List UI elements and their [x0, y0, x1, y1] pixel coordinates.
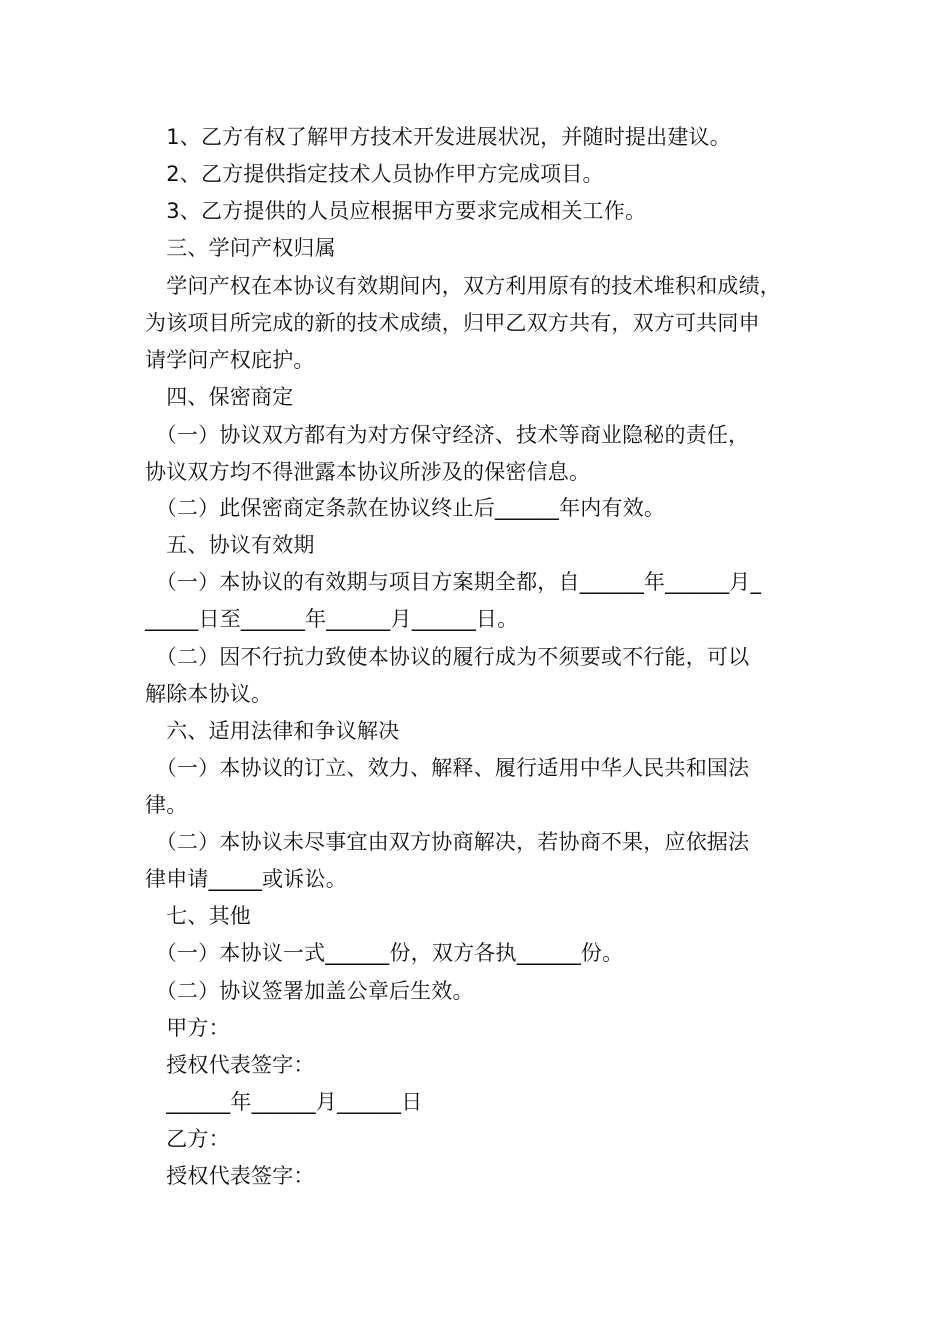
- clause-b-item-1: 1、乙方有权了解甲方技术开发进展状况，并随时提出建议。: [145, 125, 731, 149]
- signing-date: ______年______月______日: [145, 1090, 423, 1114]
- clause-b-item-2: 2、乙方提供指定技术人员协作甲方完成项目。: [145, 162, 604, 186]
- section-6-item-2-line-2: 律申请_____或诉讼。: [145, 867, 347, 891]
- section-4-item-1-line-2: 协议双方均不得泄露本协议所涉及的保密信息。: [145, 460, 591, 484]
- section-4-item-2: （二）此保密商定条款在协议终止后______年内有效。: [145, 496, 666, 520]
- section-4-item-1-line-1: （一）协议双方都有为对方保守经济、技术等商业隐秘的责任，: [145, 423, 750, 447]
- section-6-item-1-line-2: 律。: [145, 793, 188, 817]
- section-3-body-line-1: 学问产权在本协议有效期间内，双方利用原有的技术堆积和成绩，: [145, 274, 781, 298]
- section-7-heading: 七、其他: [145, 904, 251, 928]
- party-b-label: 乙方：: [145, 1127, 230, 1151]
- section-3-heading: 三、学问产权归属: [145, 236, 336, 260]
- section-6-heading: 六、适用法律和争议解决: [145, 719, 400, 743]
- section-5-item-1-line-2: _____日至______年______月______日。: [145, 607, 519, 631]
- section-5-heading: 五、协议有效期: [145, 533, 315, 557]
- party-a-label: 甲方：: [145, 1016, 230, 1040]
- section-3-body-line-3: 请学问产权庇护。: [145, 348, 315, 372]
- clause-b-item-3: 3、乙方提供的人员应根据甲方要求完成相关工作。: [145, 199, 647, 223]
- section-5-item-2-line-2: 解除本协议。: [145, 682, 273, 706]
- section-5-item-2-line-1: （二）因不行抗力致使本协议的履行成为不须要或不行能，可以: [145, 645, 750, 669]
- party-b-signature-label: 授权代表签字：: [145, 1164, 315, 1188]
- section-6-item-2-line-1: （二）本协议未尽事宜由双方协商解决，若协商不果，应依据法: [145, 830, 750, 854]
- section-6-item-1-line-1: （一）本协议的订立、效力、解释、履行适用中华人民共和国法: [145, 756, 750, 780]
- section-4-heading: 四、保密商定: [145, 385, 294, 409]
- section-3-body-line-2: 为该项目所完成的新的技术成绩，归甲乙双方共有，双方可共同申: [145, 311, 760, 335]
- section-7-item-2: （二）协议签署加盖公章后生效。: [145, 979, 474, 1003]
- section-5-item-1-line-1: （一）本协议的有效期与项目方案期全都，自______年______月_: [145, 570, 762, 594]
- party-a-signature-label: 授权代表签字：: [145, 1053, 315, 1077]
- section-7-item-1: （一）本协议一式______份，双方各执______份。: [145, 941, 624, 965]
